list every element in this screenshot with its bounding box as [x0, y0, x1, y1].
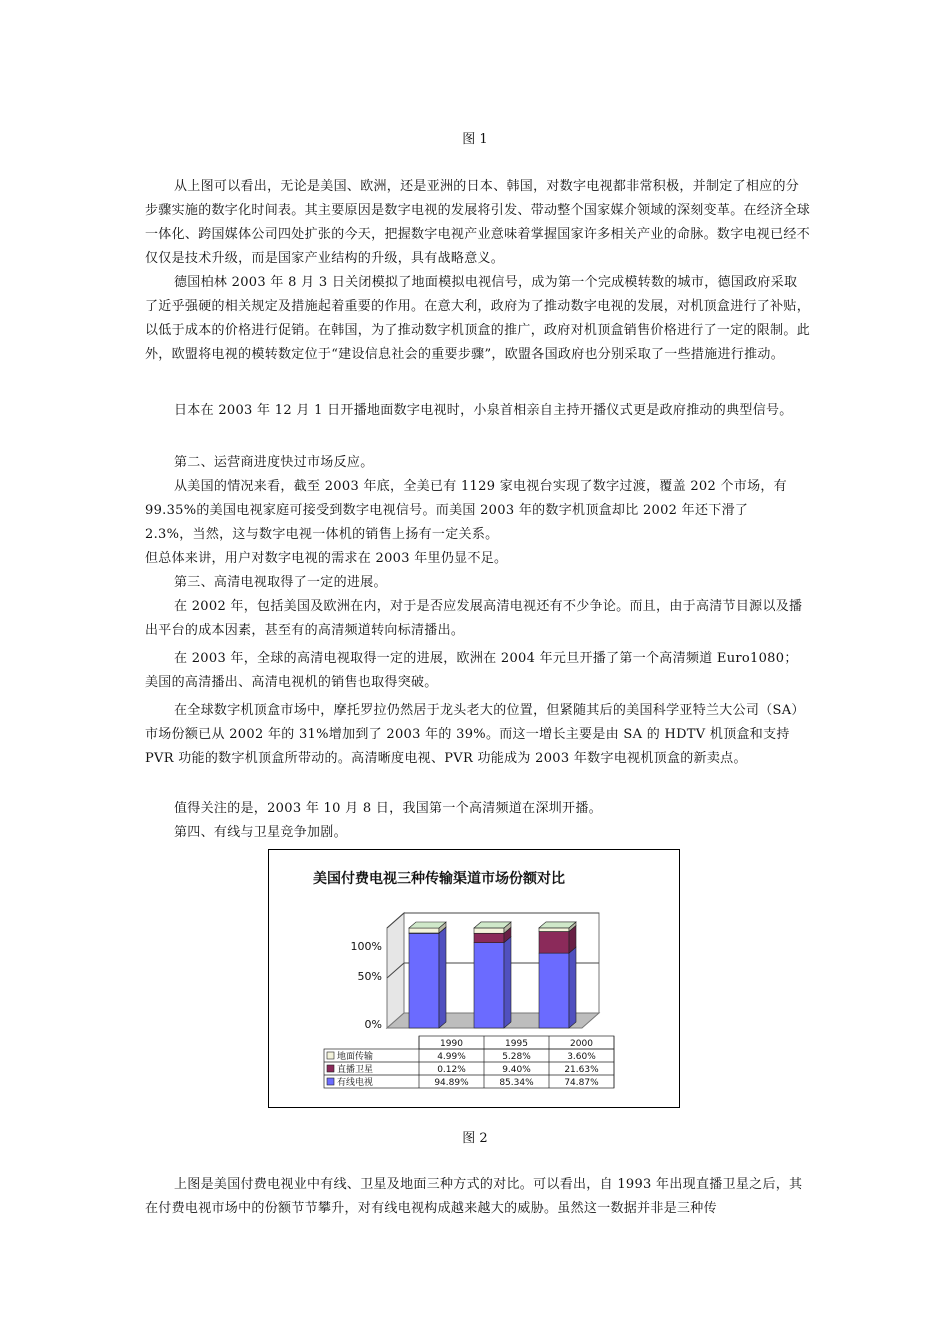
data-label: 0.12%: [437, 1065, 466, 1075]
data-label: 4.99%: [437, 1052, 466, 1062]
data-label: 3.60%: [567, 1052, 596, 1062]
data-table: [324, 1036, 614, 1088]
figure2-caption: 图 2: [462, 1131, 488, 1146]
section-heading: 第三、高清电视取得了一定的进展。: [174, 575, 387, 590]
legend-label: 地面传输: [337, 1052, 374, 1062]
x-tick-label: 2000: [570, 1039, 593, 1049]
bar-satellite: [474, 933, 504, 942]
data-label: 21.63%: [564, 1065, 599, 1075]
bar-side: [504, 937, 511, 1028]
paragraph: 在 2003 年，全球的高清电视取得一定的进展，欧洲在 2004 年元旦开播了第一个高清频道 Euro1080；美国的高清播出、高清电视机的销售也取得突破。: [145, 651, 798, 690]
paragraph-line: 但总体来讲，用户对数字电视的需求在 2003 年里仍显不足。: [145, 551, 508, 566]
paragraph-line: 99.35%的美国电视家庭可接受到数字电视信号。而美国 2003 年的数字机顶盒却比 2002 年还下滑了: [145, 503, 749, 518]
figure1-caption: 图 1: [462, 132, 488, 147]
bar-cable: [474, 943, 504, 1028]
bar-group: [409, 922, 576, 1028]
legend-label: 有线电视: [337, 1078, 374, 1088]
x-tick-label: 1995: [505, 1039, 528, 1049]
bar-side: [439, 927, 446, 1028]
y-tick-label: 100%: [350, 940, 382, 953]
chart-title: 美国付费电视三种传输渠道市场份额对比: [313, 871, 565, 887]
y-tick-label: 50%: [357, 970, 382, 983]
section-heading: 第二、运营商进度快过市场反应。: [174, 455, 374, 470]
legend-swatch: [327, 1052, 334, 1059]
paragraph: 德国柏林 2003 年 8 月 3 日关闭模拟了地面模拟电视信号，成为第一个完成模转数的城市，德国政府采取了近乎强硬的相关规定及措施起着重要的作用。在意大利，政府为了推动数字电视的发展，对机顶盒进行了补贴，以低于成本的价格进行促销。在韩国，为了推动数字机顶盒的推广，政府对机顶盒销售价格进行了一定的限制。此外，欧盟将电视的模转数定位于“建设信息社会的重要步骤”，欧盟各国政府也分别采取了一些措施进行推动。: [145, 275, 811, 362]
paragraph: 值得关注的是，2003 年 10 月 8 日，我国第一个高清频道在深圳开播。: [174, 801, 602, 816]
legend-swatch: [327, 1078, 334, 1085]
data-label: 9.40%: [502, 1065, 531, 1075]
bar-terrestrial: [539, 928, 569, 932]
bar-top: [474, 922, 511, 928]
bar-cable: [409, 933, 439, 1028]
y-tick-label: 0%: [364, 1018, 382, 1031]
data-label: 74.87%: [564, 1078, 599, 1088]
bar-terrestrial: [409, 928, 439, 933]
paragraph-line: 2.3%，当然，这与数字电视一体机的销售上扬有一定关系。: [145, 527, 499, 542]
paragraph: 从上图可以看出，无论是美国、欧洲，还是亚洲的日本、韩国，对数字电视都非常积极，并制定了相应的分步骤实施的数字化时间表。其主要原因是数字电视的发展将引发、带动整个国家媒介领域的深刻变革。在经济全球一体化、跨国媒体公司四处扩张的今天，把握数字电视产业意味着掌握国家许多相关产业的命脉。数字电视已经不仅仅是技术升级，而是国家产业结构的升级，具有战略意义。: [145, 179, 811, 266]
bar-top: [409, 922, 446, 928]
bar-cable: [539, 953, 569, 1028]
bar-top: [539, 922, 576, 928]
data-label: 85.34%: [499, 1078, 534, 1088]
paragraph: 在全球数字机顶盒市场中，摩托罗拉仍然居于龙头老大的位置，但紧随其后的美国科学亚特兰大公司（SA）市场份额已从 2002 年的 31%增加到了 2003 年的 39%。而这一增长主要是由 SA 的 HDTV 机顶盒和支持 PVR 功能的数字机顶盒所带动的。高清晰度电视、PVR 功能成为 2003 年数字电视机顶盒的新卖点。: [145, 703, 805, 766]
market-share-chart: [268, 849, 680, 1108]
x-tick-label: 1990: [440, 1039, 463, 1049]
paragraph: 从美国的情况来看，截至 2003 年底，全美已有 1129 家电视台实现了数字过渡，覆盖 202 个市场，有: [174, 479, 787, 494]
bar-side: [569, 947, 576, 1028]
chart-svg: [269, 850, 679, 1107]
bar-terrestrial: [474, 928, 504, 933]
data-label: 94.89%: [434, 1078, 469, 1088]
data-label: 5.28%: [502, 1052, 531, 1062]
paragraph: 日本在 2003 年 12 月 1 日开播地面数字电视时，小泉首相亲自主持开播仪式更是政府推动的典型信号。: [174, 403, 793, 418]
paragraph: 上图是美国付费电视业中有线、卫星及地面三种方式的对比。可以看出，自 1993 年出现直播卫星之后，其在付费电视市场中的份额节节攀升，对有线电视构成越来越大的威胁。虽然这一数据并非是三种传: [145, 1177, 803, 1216]
section-heading: 第四、有线与卫星竞争加剧。: [174, 825, 347, 840]
legend-label: 直播卫星: [337, 1065, 374, 1075]
bar-satellite: [539, 932, 569, 954]
legend-swatch: [327, 1065, 334, 1072]
paragraph: 在 2002 年，包括美国及欧洲在内，对于是否应发展高清电视还有不少争论。而且，由于高清节目源以及播出平台的成本因素，甚至有的高清频道转向标清播出。: [145, 599, 803, 638]
